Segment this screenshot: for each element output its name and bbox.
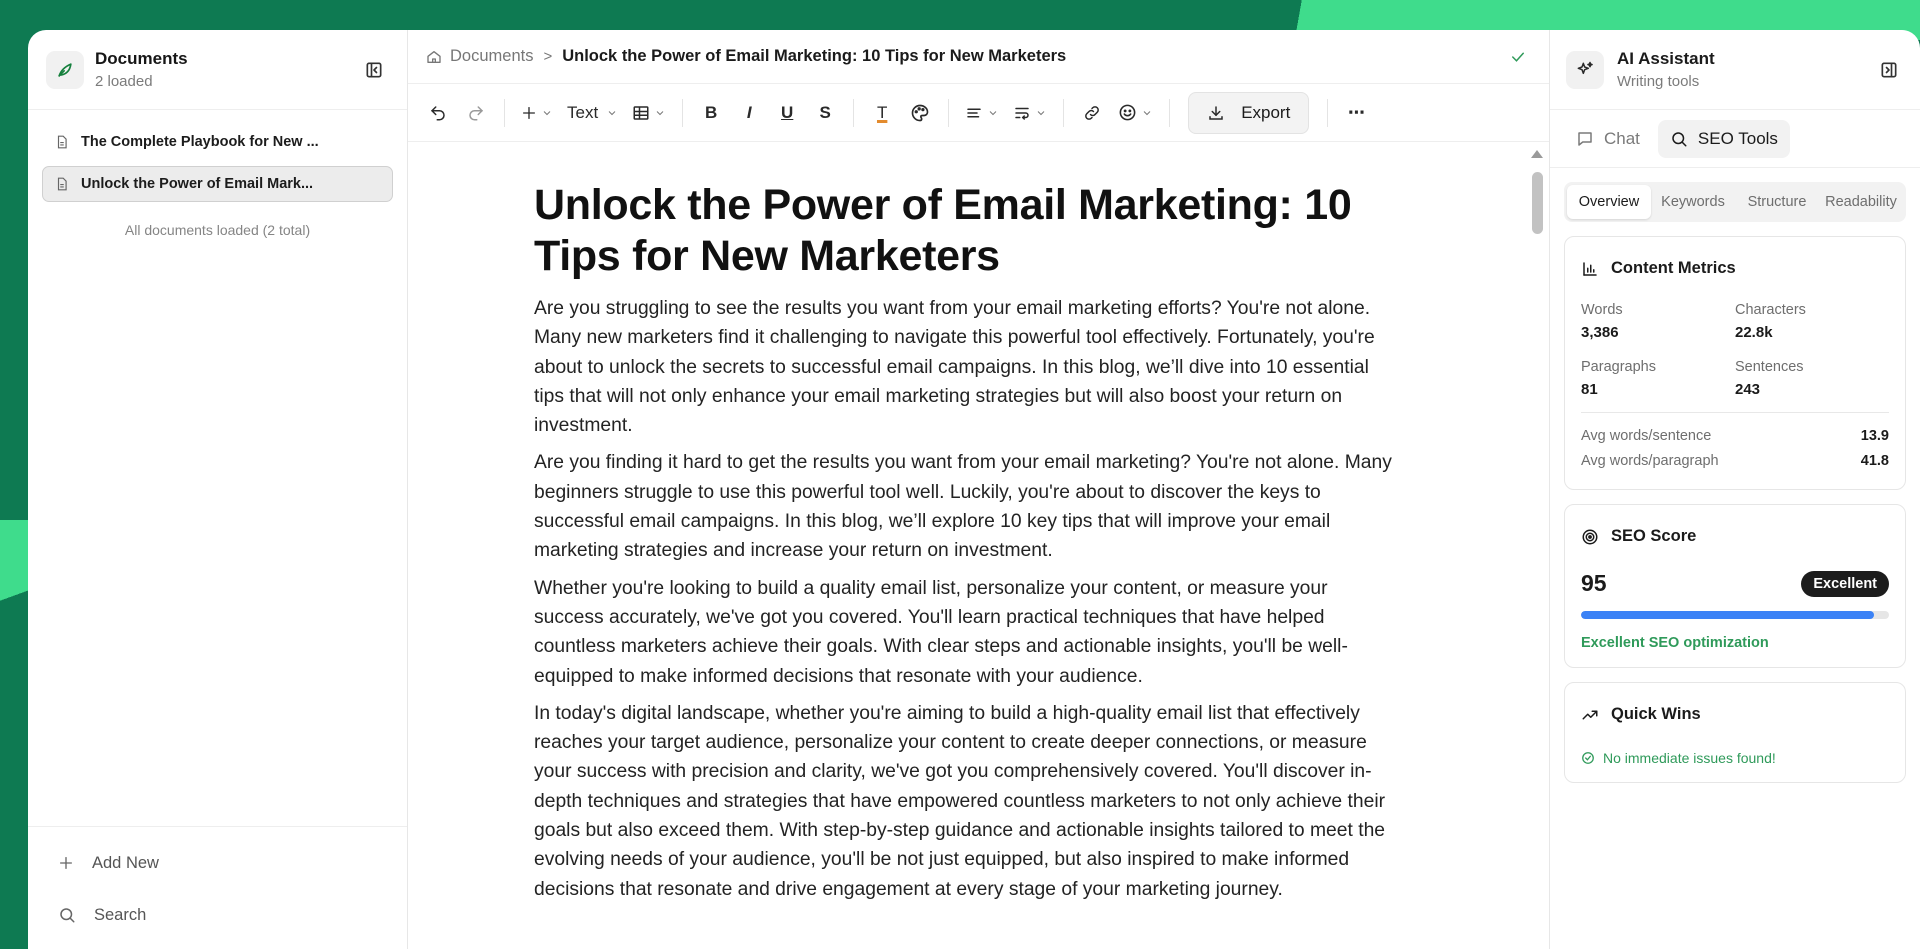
characters-label: Characters (1735, 302, 1806, 318)
scrollbar-thumb[interactable] (1532, 172, 1543, 234)
insert-dropdown[interactable] (515, 94, 559, 132)
chevron-down-icon (654, 107, 666, 119)
breadcrumb-current: Unlock the Power of Email Marketing: 10 Tips for New Marketers (562, 47, 1067, 65)
quick-wins-title: Quick Wins (1611, 705, 1701, 723)
link-button[interactable] (1074, 94, 1110, 132)
collapse-sidebar-icon[interactable] (359, 55, 389, 85)
align-left-icon (965, 104, 983, 122)
chat-bubble-icon (1576, 130, 1594, 148)
vertical-scrollbar[interactable] (1527, 142, 1549, 949)
bold-button[interactable]: B (705, 102, 718, 122)
document-list (28, 110, 407, 238)
words-label: Words (1581, 302, 1623, 318)
content-metrics-title: Content Metrics (1611, 259, 1736, 277)
toolbar-divider (948, 99, 949, 127)
tab-chat[interactable] (1564, 120, 1652, 158)
quick-wins-note: No immediate issues found! (1603, 750, 1776, 766)
breadcrumb-separator: > (543, 48, 553, 65)
assistant-title: AI Assistant (1617, 49, 1715, 68)
seo-score-card (1564, 504, 1906, 668)
avg-sentence-value: 13.9 (1860, 427, 1889, 444)
text-style-label: Text (567, 102, 599, 122)
document-paragraph[interactable]: Are you finding it hard to get the results you want from your email marketing? You're not alone. Many beginners struggle to use this powerful tool well. Luckily, you're about to discover the keys to successful email campaigns. In this blog, we’ll explore 10 key tips that will improve your email marketing strategies and increase your return on investment. (534, 452, 1392, 562)
file-icon (55, 177, 69, 191)
chevron-down-icon (541, 107, 553, 119)
chevron-down-icon (1141, 107, 1153, 119)
undo-icon (429, 104, 447, 122)
document-item[interactable] (42, 124, 393, 160)
subtab-structure[interactable]: Structure (1747, 194, 1807, 210)
plus-icon (521, 105, 537, 121)
table-icon (632, 104, 650, 122)
add-new-button[interactable] (28, 837, 407, 889)
documents-sidebar (28, 30, 408, 949)
words-value: 3,386 (1581, 324, 1619, 341)
more-options-button[interactable]: ⋯ (1347, 102, 1365, 122)
sidebar-subtitle: 2 loaded (95, 73, 153, 90)
formatting-toolbar (408, 84, 1549, 142)
seo-score-note: Excellent SEO optimization (1581, 635, 1769, 651)
metrics-divider (1581, 412, 1889, 413)
search-button[interactable] (28, 889, 407, 941)
collapse-panel-icon[interactable] (1874, 55, 1904, 85)
highlight-color-button[interactable] (902, 94, 938, 132)
subtab-keywords[interactable]: Keywords (1661, 194, 1725, 210)
search-label: Search (94, 905, 147, 924)
tab-seo-tools[interactable] (1658, 120, 1790, 158)
sidebar-header (28, 30, 407, 110)
export-label: Export (1241, 102, 1291, 122)
assistant-tabs (1550, 110, 1920, 168)
align-dropdown[interactable] (959, 94, 1005, 132)
seo-score-title: SEO Score (1611, 527, 1697, 545)
characters-value: 22.8k (1735, 324, 1773, 341)
toolbar-divider (1063, 99, 1064, 127)
document-canvas[interactable] (408, 142, 1549, 949)
seo-subtabs (1564, 182, 1906, 222)
link-icon (1083, 104, 1101, 122)
bar-chart-icon (1581, 260, 1599, 278)
document-item-active[interactable] (42, 166, 393, 202)
document-paragraph[interactable]: Whether you're looking to build a quality email list, personalize your content, or measure your success accurately, we've got you covered. You'll learn practical techniques that have helped countless marketers achieve their goals. With clear steps and actionable insights, you'll be well-equipped to make informed decisions that resonate with your audience. (534, 577, 1348, 687)
loaded-status: All documents loaded (2 total) (124, 222, 311, 238)
seo-score-progress-fill (1581, 611, 1874, 619)
toolbar-divider (853, 99, 854, 127)
content-metrics-card (1564, 236, 1906, 490)
sidebar-footer (28, 826, 407, 949)
subtab-readability[interactable]: Readability (1825, 194, 1897, 210)
avg-words-paragraph-row (1581, 448, 1889, 473)
breadcrumb-root[interactable]: Documents (450, 47, 534, 65)
check-circle-icon (1581, 751, 1595, 765)
document-paragraph[interactable]: In today's digital landscape, whether you're aiming to build a high-quality email list that effectively reaches your target audience, personalize your content to create deeper connections, or measure your success with precision and clarity, we've got you comprehensively covered. You'll discover in-depth techniques and strategies that have empowered countless marketers to not only achieve their goals but also exceed them. With step-by-step guidance and actionable insights tailored to meet the evolving needs of your audience, you'll be not just equipped, but also inspired to make informed decisions that resonate and drive engagement at every stage of your marketing journey. (534, 702, 1386, 900)
document-item-label: Unlock the Power of Email Mark... (81, 176, 314, 192)
sentences-label: Sentences (1735, 359, 1804, 375)
line-spacing-dropdown[interactable] (1007, 94, 1053, 132)
document-title[interactable]: Unlock the Power of Email Marketing: 10 Tips for New Marketers (534, 181, 1352, 280)
seo-tools-body (1550, 168, 1920, 783)
avg-paragraph-value: 41.8 (1860, 452, 1889, 469)
download-icon (1207, 104, 1225, 122)
export-button[interactable] (1188, 92, 1309, 134)
ai-assistant-panel (1550, 30, 1920, 949)
avg-paragraph-label: Avg words/paragraph (1581, 452, 1719, 469)
add-new-label: Add New (92, 853, 159, 872)
redo-icon (467, 104, 485, 122)
emoji-dropdown[interactable] (1112, 94, 1159, 132)
sentences-value: 243 (1735, 381, 1761, 398)
toolbar-divider (504, 99, 505, 127)
seo-score-progress (1581, 611, 1889, 619)
home-icon (426, 49, 442, 65)
quick-wins-card (1564, 682, 1906, 783)
strikethrough-button[interactable]: S (819, 102, 831, 122)
subtab-overview[interactable]: Overview (1567, 185, 1651, 219)
palette-icon (910, 103, 930, 123)
chevron-down-icon (1035, 107, 1047, 119)
trending-up-icon (1581, 706, 1599, 724)
search-icon (1670, 130, 1688, 148)
leaf-logo-icon (46, 51, 84, 89)
avg-sentence-label: Avg words/sentence (1581, 427, 1712, 444)
tab-seo-label: SEO Tools (1697, 128, 1778, 148)
chevron-down-icon (606, 107, 618, 119)
search-icon (58, 906, 76, 924)
target-icon (1581, 528, 1599, 546)
saved-check-icon (1509, 48, 1527, 66)
seo-score-value: 95 (1581, 570, 1607, 596)
paragraphs-value: 81 (1581, 381, 1598, 398)
assistant-subtitle: Writing tools (1617, 73, 1700, 90)
file-icon (55, 135, 69, 149)
editor-pane (408, 30, 1550, 949)
seo-score-badge: Excellent (1801, 571, 1889, 597)
breadcrumb (408, 30, 1549, 84)
sidebar-title: Documents (95, 49, 188, 68)
toolbar-divider (1327, 99, 1328, 127)
smiley-icon (1118, 103, 1137, 122)
toolbar-divider (682, 99, 683, 127)
quick-wins-status (1581, 750, 1889, 766)
tab-chat-label: Chat (1604, 128, 1640, 148)
app-window (28, 30, 1920, 949)
chevron-down-icon (987, 107, 999, 119)
toolbar-divider (1169, 99, 1170, 127)
text-color-button[interactable]: T (876, 102, 888, 122)
table-dropdown[interactable] (626, 94, 672, 132)
italic-button[interactable]: I (746, 102, 752, 122)
document-paragraph[interactable]: Are you struggling to see the results you want from your email marketing efforts? You're not alone. Many new marketers find it challenging to navigate this powerful tool effectively. Fortunately, you're about to unlock the secrets to successful email campaigns. In this blog, we’ll dive into 10 essential tips that will not only enhance your email marketing strategies but will also boost your return on investment. (534, 298, 1375, 437)
assistant-header (1550, 30, 1920, 110)
text-style-dropdown[interactable] (561, 94, 624, 132)
document-item-label: The Complete Playbook for New ... (81, 134, 319, 150)
underline-button[interactable]: U (781, 102, 794, 122)
paragraphs-label: Paragraphs (1581, 359, 1656, 375)
scroll-up-arrow-icon[interactable] (1531, 150, 1543, 158)
plus-icon (58, 855, 74, 871)
sparkles-icon (1566, 51, 1604, 89)
redo-button[interactable] (458, 94, 494, 132)
wrap-text-icon (1013, 104, 1031, 122)
undo-button[interactable] (420, 94, 456, 132)
avg-words-sentence-row (1581, 423, 1889, 448)
